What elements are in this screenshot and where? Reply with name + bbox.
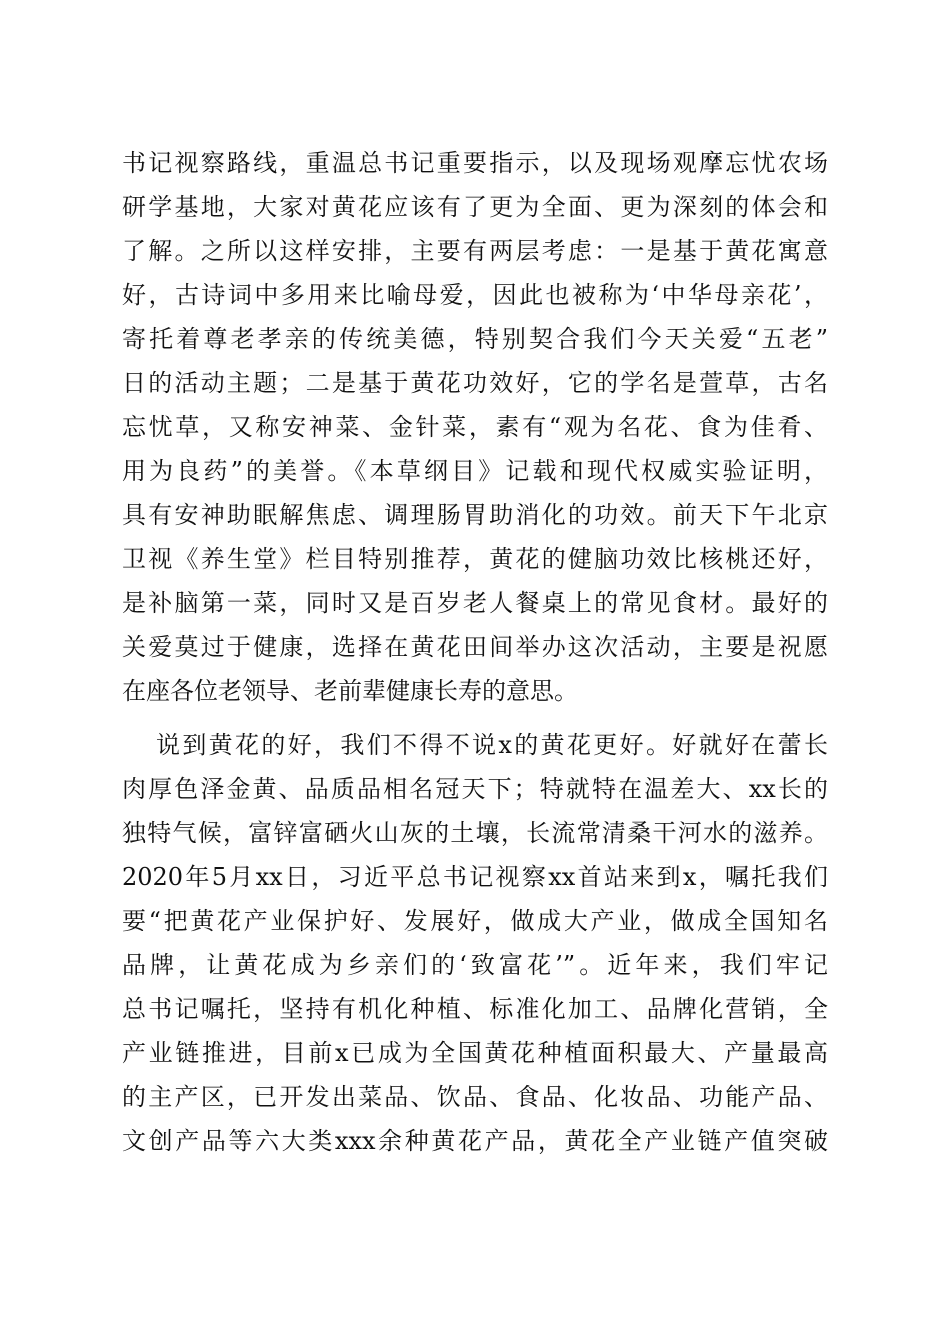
text-line: 具有安神助眠解焦虑、调理肠胃助消化的功效。前天下午北京 [122,501,828,529]
text-line: 好，古诗词中多用来比喻母爱，因此也被称为‘中华母亲花’， [122,281,828,309]
text-line: 2020年5月xx日，习近平总书记视察xx首站来到x，嘱托我们 [122,863,828,891]
text-line: 独特气候，富锌富硒火山灰的土壤，长流常清桑干河水的滋养。 [122,819,828,847]
document-page [122,141,828,1163]
text-line: 文创产品等六大类xxx余种黄花产品，黄花全产业链产值突破 [122,1127,828,1155]
text-line: 了解。之所以这样安排，主要有两层考虑：一是基于黄花寓意 [122,237,828,265]
text-line: 说到黄花的好，我们不得不说x的黄花更好。好就好在蕾长 [156,731,828,759]
paragraph-2 [122,723,828,1163]
text-line: 是补脑第一菜，同时又是百岁老人餐桌上的常见食材。最好的 [122,589,828,617]
text-line: 日的活动主题；二是基于黄花功效好，它的学名是萱草，古名 [122,369,828,397]
text-line: 寄托着尊老孝亲的传统美德，特别契合我们今天关爱“五老” [122,325,828,353]
text-line: 忘忧草，又称安神菜、金针菜，素有“观为名花、食为佳肴、 [122,413,828,441]
text-line: 的主产区，已开发出菜品、饮品、食品、化妆品、功能产品、 [122,1083,828,1111]
text-line: 要“把黄花产业保护好、发展好，做成大产业，做成全国知名 [122,907,828,935]
text-line: 用为良药”的美誉。《本草纲目》记载和现代权威实验证明， [122,457,828,485]
text-line: 书记视察路线，重温总书记重要指示，以及现场观摩忘忧农场 [122,149,828,177]
text-line: 卫视《养生堂》栏目特别推荐，黄花的健脑功效比核桃还好， [122,545,828,573]
text-line: 在座各位老领导、老前辈健康长寿的意思。 [122,677,578,705]
paragraph-1 [122,141,828,713]
text-line: 产业链推进，目前x已成为全国黄花种植面积最大、产量最高 [122,1039,828,1067]
text-line: 总书记嘱托，坚持有机化种植、标准化加工、品牌化营销，全 [122,995,828,1023]
text-line: 肉厚色泽金黄、品质品相名冠天下；特就特在温差大、xx长的 [122,775,828,803]
text-line: 关爱莫过于健康，选择在黄花田间举办这次活动，主要是祝愿 [122,633,828,661]
text-line: 研学基地，大家对黄花应该有了更为全面、更为深刻的体会和 [122,193,828,221]
text-line: 品牌，让黄花成为乡亲们的‘致富花’”。近年来，我们牢记 [122,951,828,979]
